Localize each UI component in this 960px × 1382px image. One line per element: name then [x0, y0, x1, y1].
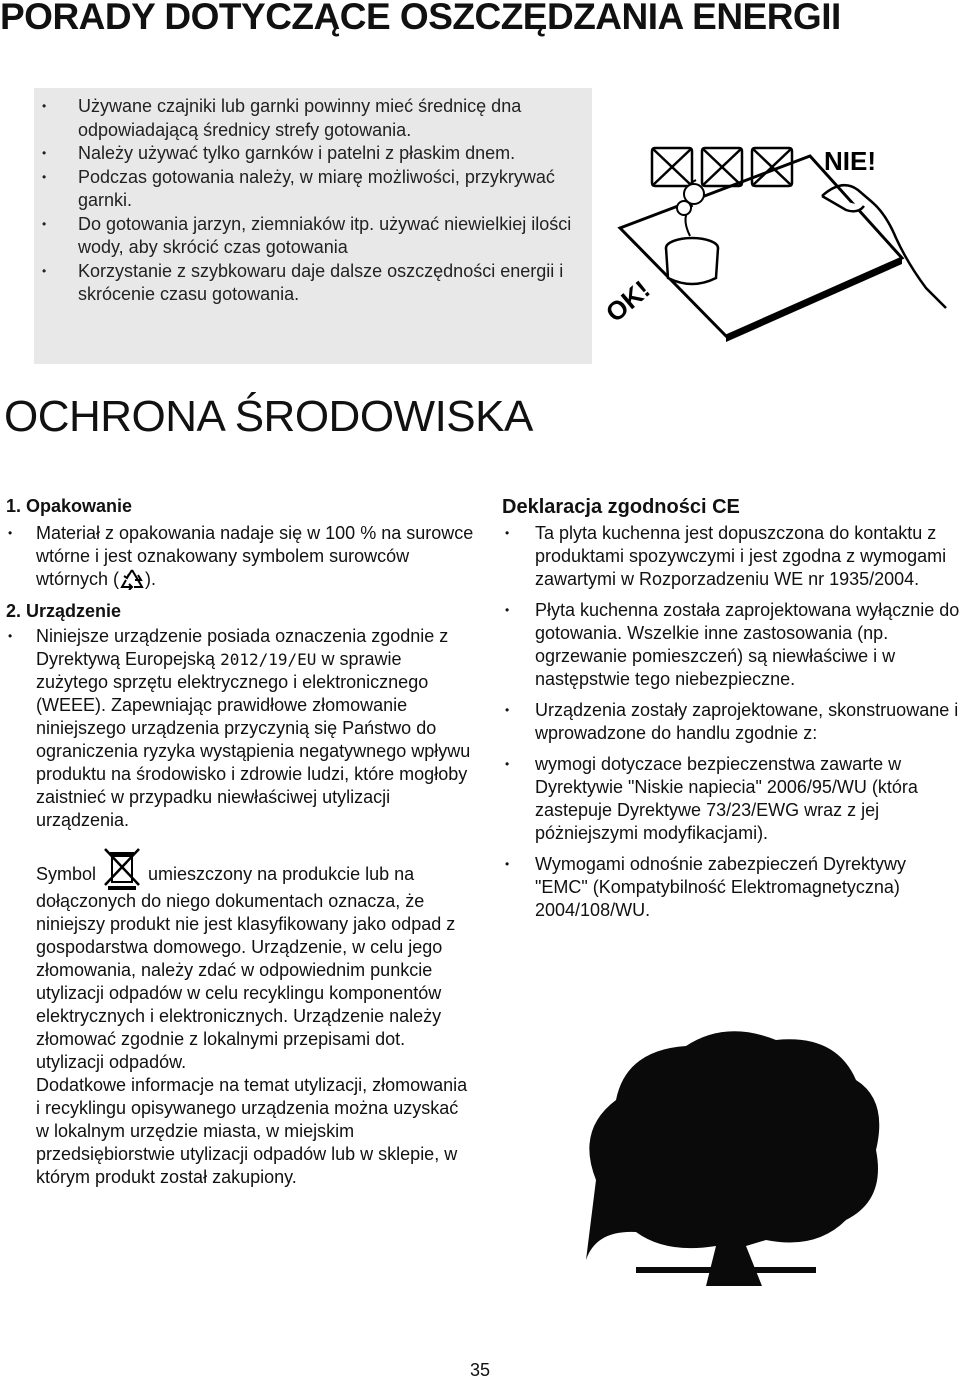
- ce-column: [502, 494, 960, 930]
- tip-item: • Do gotowania jarzyn, ziemniaków itp. używać niewielkiej ilości wody, aby skrócić czas gotowania: [78, 213, 592, 260]
- crossed-bin-icon: [102, 846, 142, 890]
- appliance-list: [6, 625, 476, 832]
- packaging-heading: 1. Opakowanie: [6, 496, 133, 516]
- ce-item: • wymogi dotyczace bezpieczenstwa zawarte w Dyrektywie "Niskie napiecia" 2006/95/WU (która zastepuje Dyrektywe 73/23/EWG wraz z jej póżniejszymi modyfikacjami).: [535, 753, 960, 845]
- directive-code: 2012/19/EU: [220, 650, 317, 669]
- tree-icon: [516, 1010, 930, 1292]
- packaging-text-end: ).: [145, 569, 157, 589]
- symbol-text: Symbol: [36, 864, 97, 884]
- packaging-item: [36, 522, 476, 591]
- ce-item: • Wymogami odnośnie zabezpieczeń Dyrektywy "EMC" (Kompatybilność Elektromagnetyczna) 2004/108/WU.: [535, 853, 960, 922]
- energy-tips-list: [34, 88, 592, 307]
- packaging-list: [6, 522, 476, 591]
- ce-list: [502, 522, 960, 922]
- tip-item: • Używane czajniki lub garnki powinny mieć średnicę dna odpowiadającą średnicy strefy gotowania.: [78, 95, 592, 142]
- page-title: PORADY DOTYCZĄCE OSZCZĘDZANIA ENERGII: [0, 0, 841, 37]
- ce-item: • Ta plyta kuchenna jest dopuszczona do kontaktu z produktami spozywczymi i jest zgodna z wymogami zawartymi w Rozporzadzeniu WE nr 1935/2004.: [535, 522, 960, 591]
- tip-item: • Korzystanie z szybkowaru daje dalsze oszczędności energii i skrócenie czasu gotowania.: [78, 260, 592, 307]
- page-number: 35: [469, 1360, 491, 1380]
- nie-label: NIE!: [824, 146, 876, 176]
- environment-heading: OCHRONA ŚRODOWISKA: [4, 392, 533, 441]
- appliance-heading: 2. Urządzenie: [6, 601, 122, 621]
- packaging-text: Materiał z opakowania nadaje się w 100 % na surowce wtórne i jest oznakowany symbolem surowców wtórnych (: [36, 523, 474, 589]
- appliance-item: [36, 625, 476, 832]
- tip-item: • Podczas gotowania należy, w miarę możliwości, przykrywać garnki.: [78, 166, 592, 213]
- appliance-text-b: w sprawie zużytego sprzętu elektrycznego i elektronicznego (WEEE). Zapewniając prawidłowe złomowanie niniejszego urządzenia przyczynią się Państwo do ograniczenia ryzyka wystąpienia negatywnego wpływu produktu na środowisko i zdrowie ludzi, które mogłoby zaistnieć w przypadku niewłaściwej utylizacji urządzenia.: [36, 649, 471, 830]
- appliance-text-a: Niniejsze urządzenie posiada oznaczenia zgodnie z Dyrektywą Europejską: [36, 626, 449, 669]
- tip-item: • Należy używać tylko garnków i patelni z płaskim dnem.: [78, 142, 592, 166]
- weee-symbol-paragraph: [36, 846, 476, 1074]
- cookware-illustration: [596, 118, 960, 350]
- cooktop-plate: [620, 156, 902, 342]
- recycle-icon: [119, 568, 145, 590]
- ce-heading: Deklaracja zgodności CE: [502, 496, 740, 518]
- symbol-text-rest: umieszczony na produkcie lub na dołączonych do niego dokumentach oznacza, że niniejszy produkt nie jest klasyfikowany jako odpad z gospodarstwa domowego. Urządzenie, w celu jego złomowania, należy zdać w odpowiednim punkcie utylizacji odpadów w celu recyklingu komponentów elektrycznych i elektronicznych. Urządzenie należy złomować zgodnie z lokalnymi przepisami dot. utylizacji odpadów.: [36, 864, 456, 1072]
- environment-column: [6, 494, 476, 1189]
- ce-item: • Urządzenia zostały zaprojektowane, skonstruowane i wprowadzone do handlu zgodnie z:: [535, 699, 960, 745]
- more-info-paragraph: Dodatkowe informacje na temat utylizacji, złomowania i recyklingu opisywanego urządzenia można uzyskać w lokalnym urzędzie miasta, w miejskim przedsiębiorstwie utylizacji odpadów lub w sklepie, w którym produkt został zakupiony.: [36, 1075, 468, 1187]
- ce-item: • Płyta kuchenna została zaprojektowana wyłącznie do gotowania. Wszelkie inne zastosowania (np. ogrzewanie pomieszczeń) są niewłaściwe i w następstwie tego niebezpieczne.: [535, 599, 960, 691]
- energy-tips-box: [34, 88, 592, 364]
- ok-label: OK!: [599, 274, 656, 328]
